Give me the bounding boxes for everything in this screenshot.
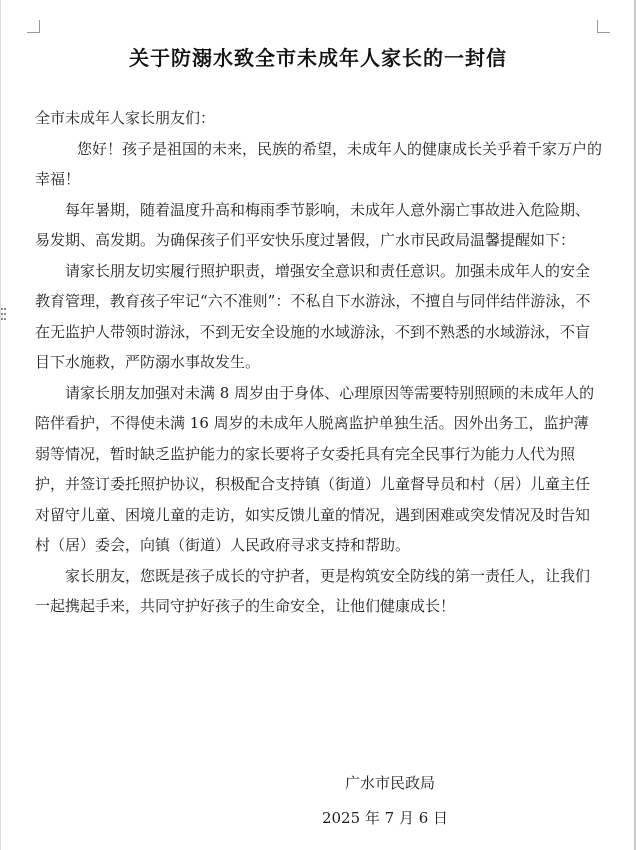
paragraph-summer-risk: 每年暑期，随着温度升高和梅雨季节影响，未成年人意外溺亡事故进入危险期、易发期、高发期。为确保孩子们平安快乐度过暑假，广水市民政局温馨提醒如下： [35,200,591,249]
paragraph-guardianship: 请家长朋友加强对未满 8 周岁由于身体、心理原因等需要特别照顾的未成年人的陪伴看护，不得使未满 16 周岁的未成年人脱离监护单独生活。因外出务工，监护薄弱等情况，暂时缺乏监护能力的家长要将子女委托具有完全民事行为能力人代为照护，并签订委托照护协议，积极配合支持镇（街道）儿童督导员和村（居）儿童主任对留守儿童、困境儿童的走访，如实反馈儿童的情况，遇到困难或突发情况及时告知村（居）委会，向镇（街道）人民政府寻求支持和帮助。 [35,383,595,554]
table-move-handle-icon[interactable] [1,308,7,322]
paragraph-closing: 家长朋友，您既是孩子成长的守护者，更是构筑安全防线的第一责任人，让我们一起携起手来，共同守护好孩子的生命安全，让他们健康成长！ [35,566,591,615]
margin-corner-top-right [597,20,610,33]
salutation: 全市未成年人家长朋友们： [35,109,216,127]
paragraph-six-rules: 请家长朋友切实履行照护职责，增强安全意识和责任意识。加强未成年人的安全教育管理，教育孩子牢记“六不准则”：不私自下水游泳，不擅自与同伴结伴游泳，不在无监护人带领时游泳，不到无安全设施的水域游泳，不到不熟悉的水域游泳，不盲目下水施救，严防溺水事故发生。 [35,261,591,371]
document-title: 关于防溺水致全市未成年人家长的一封信 [129,46,507,70]
margin-corner-top-left [27,20,40,33]
document-body [35,103,603,622]
signature-organization: 广水市民政局 [344,774,435,792]
page-left-edge [0,0,1,850]
signature-date: 2025 年 7 月 6 日 [321,809,449,827]
paragraph-greeting: 您好！孩子是祖国的未来，民族的希望，未成年人的健康成长关乎着千家万户的幸福！ [35,139,603,188]
